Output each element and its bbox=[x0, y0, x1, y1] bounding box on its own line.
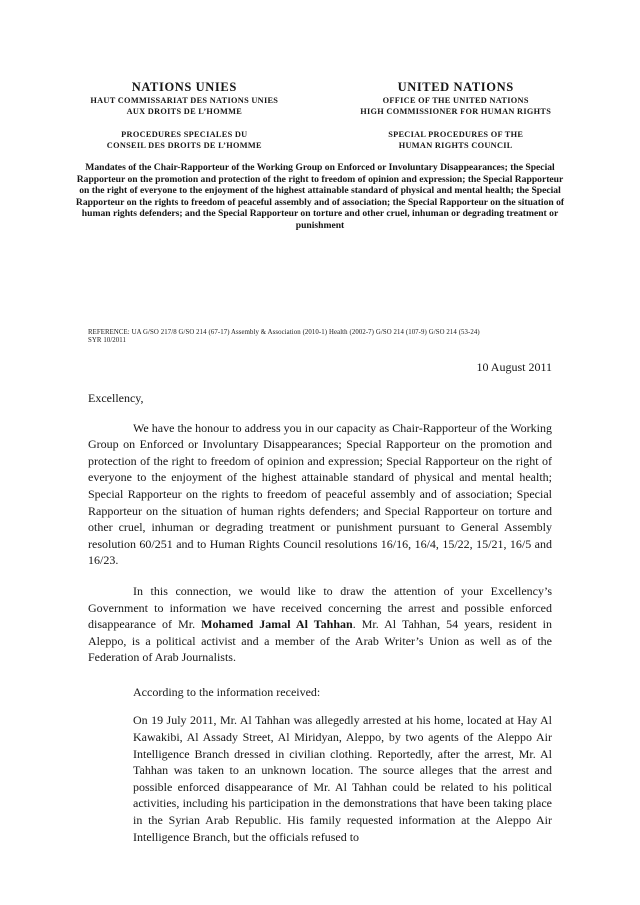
paragraph-2-text-before: In this connection, we would like to draw the attention of your Excellency’s Government to information we have received concerning the arrest and possible enforced disappearance of Mr. bbox=[88, 583, 552, 632]
body-paragraph-2 bbox=[88, 583, 552, 666]
paragraph-2-text-after: . Mr. Al Tahhan, 54 years, resident in Aleppo, is a political activist and a member of the Arab Writer’s Union as well as of the Federation of Arab Journalists. bbox=[88, 617, 552, 665]
subject-name: Mohamed Jamal Al Tahhan bbox=[201, 617, 353, 632]
salutation: Excellency, bbox=[88, 390, 144, 405]
mandates-paragraph: Mandates of the Chair-Rapporteur of the Working Group on Enforced or Involuntary Disappearances; the Special Rapporteur on the promotion and protection of the right to freedom of opinion and expression; the Special Rapporteur on the right of everyone to the enjoyment of the highest attainable standard of physical and mental health; the Special Rapporteur on the rights to freedom of peaceful assembly and of association; the Special Rapporteur on the situation of human rights defenders; and the Special Rapporteur on torture and other cruel, inhuman or degrading treatment or punishment bbox=[75, 162, 565, 231]
office-line1-french: HAUT COMMISSARIAT DES NATIONS UNIES bbox=[90, 96, 279, 105]
letterhead-spacer bbox=[64, 117, 305, 130]
reference-line2: SYR 10/2011 bbox=[88, 337, 127, 345]
body-paragraph-1: We have the honour to address you in our capacity as Chair-Rapporteur of the Working Group on Enforced or Involuntary Disappearances; Special Rapporteur on the promotion and protection of the right to freedom of opinion and expression; Special Rapporteur on the right of everyone to the enjoyment of the highest attainable standard of physical and mental health; Special Rapporteur on the rights to freedom of peaceful assembly and of association; Special Rapporteur on the situation of human rights defenders; and Special Rapporteur on torture and other cruel, inhuman or degrading treatment or punishment pursuant to General Assembly resolution 60/251 and to Human Rights Council resolutions 16/16, 16/4, 15/22, 15/21, 16/5 and 16/23. bbox=[88, 420, 552, 568]
procedures-line1-french: PROCEDURES SPECIALES DU bbox=[121, 130, 248, 139]
org-name-french: NATIONS UNIES bbox=[131, 80, 237, 94]
reference-line1: REFERENCE: UA G/SO 217/8 G/SO 214 (67-17) Assembly & Association (2010-1) Health (2002-7) G/SO 214 (107-9) G/SO 214 (53-24) bbox=[88, 328, 480, 336]
reference-block bbox=[88, 329, 552, 346]
letterhead-english bbox=[335, 80, 576, 151]
letterhead-spacer bbox=[335, 117, 576, 130]
procedures-line2-french: CONSEIL DES DROITS DE L’HOMME bbox=[106, 140, 262, 150]
procedures-line1-english: SPECIAL PROCEDURES OF THE bbox=[388, 130, 524, 139]
org-name-english: UNITED NATIONS bbox=[397, 80, 514, 94]
procedures-line2-english: HUMAN RIGHTS COUNCIL bbox=[398, 140, 513, 150]
letterhead-french bbox=[64, 80, 305, 151]
letter-date: 10 August 2011 bbox=[476, 359, 552, 374]
body-paragraph-3: According to the information received: bbox=[133, 684, 321, 699]
quoted-allegation-paragraph: On 19 July 2011, Mr. Al Tahhan was allegedly arrested at his home, located at Hay Al Kawakibi, Al Assady Street, Al Miridyan, Aleppo, by two agents of the Aleppo Air Intelligence Branch dressed in civilian clothing. Reportedly, after the arrest, Mr. Al Tahhan was taken to an unknown location. The source alleges that the arrest and possible enforced disappearance of Mr. Al Tahhan could be related to his political activities, including his participation in the demonstrations that have been taking place in the Syrian Arab Republic. His family requested information at the Aleppo Air Intelligence Branch, but the officials refused to bbox=[133, 713, 552, 844]
office-line1-english: OFFICE OF THE UNITED NATIONS bbox=[382, 96, 529, 105]
office-line2-english: HIGH COMMISSIONER FOR HUMAN RIGHTS bbox=[360, 106, 552, 116]
office-line2-french: AUX DROITS DE L’HOMME bbox=[126, 106, 243, 116]
letterhead bbox=[64, 80, 576, 151]
